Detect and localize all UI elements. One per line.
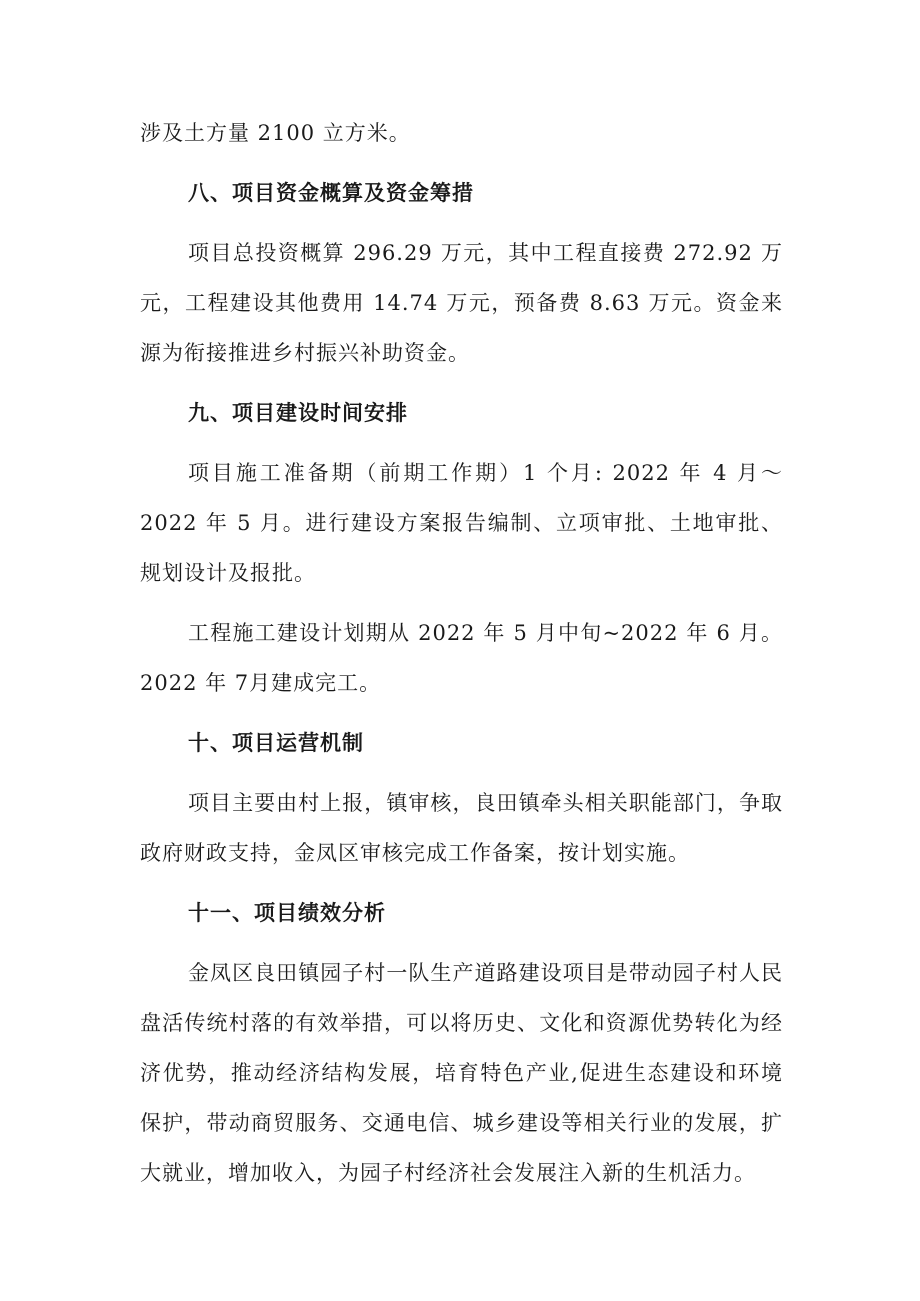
section-8-paragraph: 项目总投资概算 296.29 万元，其中工程直接费 272.92 万元，工程建设其他费用 14.74 万元，预备费 8.63 万元。资金来源为衔接推进乡村振兴补助资金。 bbox=[140, 241, 783, 365]
section-9-paragraph-2: 工程施工建设计划期从 2022 年 5 月中旬~2022 年 6 月。2022 年 7月建成完工。 bbox=[140, 621, 783, 695]
section-10-heading: 十、项目运营机制 bbox=[188, 731, 364, 755]
section-9-paragraph-1: 项目施工准备期（前期工作期）1 个月: 2022 年 4 月～2022 年 5 月。进行建设方案报告编制、立项审批、土地审批、规划设计及报批。 bbox=[140, 461, 783, 585]
section-8-heading: 八、项目资金概算及资金筹措 bbox=[188, 181, 474, 205]
section-11-paragraph: 金凤区良田镇园子村一队生产道路建设项目是带动园子村人民盘活传统村落的有效举措，可以将历史、文化和资源优势转化为经济优势，推动经济结构发展，培育特色产业,促进生态建设和环境保护，带动商贸服务、交通电信、城乡建设等相关行业的发展，扩大就业，增加收入，为园子村经济社会发展注入新的生机活力。 bbox=[140, 961, 783, 1185]
section-9-heading: 九、项目建设时间安排 bbox=[188, 401, 408, 425]
section-10-paragraph: 项目主要由村上报，镇审核，良田镇牵头相关职能部门，争取政府财政支持，金凤区审核完成工作备案，按计划实施。 bbox=[140, 791, 783, 865]
intro-tail-paragraph: 涉及土方量 2100 立方米。 bbox=[140, 121, 411, 145]
section-11-heading: 十一、项目绩效分析 bbox=[188, 901, 386, 925]
document-page bbox=[140, 108, 783, 1208]
